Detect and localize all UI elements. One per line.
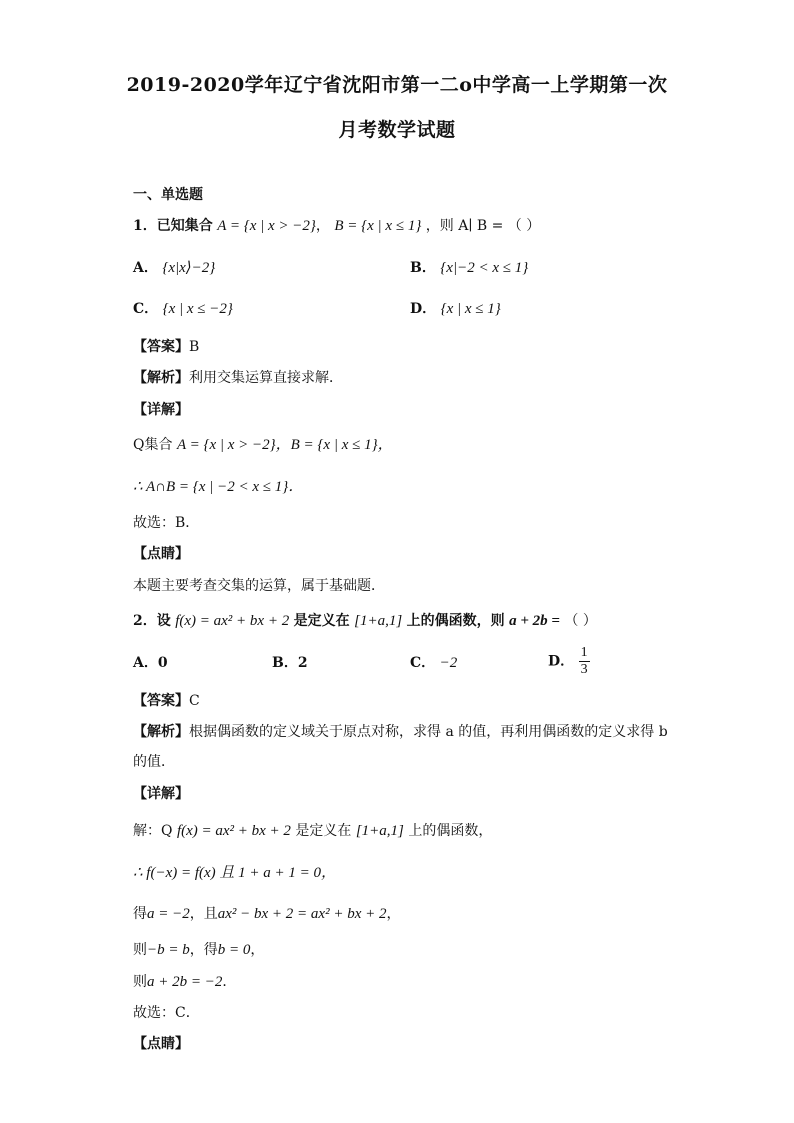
q1-option-c	[133, 300, 233, 318]
q1-stem-text: 1．已知集合	[133, 218, 213, 234]
q2-detail-line1-func: f(x) = ax² + bx + 2	[176, 823, 291, 839]
q2-stem-pre: 2．设	[133, 613, 171, 629]
q2-interval: [1+a,1]	[354, 613, 403, 629]
q2-detail-line1	[133, 822, 492, 840]
q1-option-d	[410, 300, 501, 318]
q1-detail-line1-math: A = {x | x > −2}，B = {x | x ≤ 1}，	[176, 437, 393, 453]
document-title-line2: 月考数学试题	[338, 119, 456, 141]
q2-detail-line4-post: ，	[250, 942, 265, 958]
q2-detail-line4	[133, 941, 264, 959]
q1-option-c-value: {x | x ≤ −2}	[162, 301, 233, 317]
q1-option-b-label: B．	[410, 260, 436, 276]
q2-detail-line3-mid: ，且	[189, 906, 218, 922]
q2-detail-line3	[133, 905, 401, 923]
q1-detail-line1	[133, 436, 393, 454]
q2-paren: （ ）	[564, 613, 597, 629]
q2-option-c-label: C．	[410, 655, 436, 671]
q2-answer-value: C	[189, 693, 200, 709]
q2-detail-line3-math2: ax² − bx + 2 = ax² + bx + 2	[217, 906, 387, 922]
q2-detail-line5-math: a + 2b = −2	[147, 974, 223, 990]
q1-option-b	[410, 259, 528, 277]
q2-detail-line3-pre: 得	[133, 906, 147, 922]
q2-detail-line1-interval: [1+a,1]	[355, 823, 404, 839]
q1-answer	[133, 338, 199, 356]
q1-option-d-value: {x | x ≤ 1}	[440, 301, 501, 317]
q1-option-a-value: {x|x⟩−2}	[162, 260, 216, 276]
q2-stem	[133, 612, 597, 630]
q2-analysis-line2: 的值．	[133, 754, 175, 770]
q2-stem-mid: 是定义在	[293, 613, 350, 629]
q2-detail-line3-post: ，	[386, 906, 401, 922]
section-heading: 一、单选题	[133, 187, 203, 203]
q1-comma: ，	[315, 218, 330, 234]
q2-analysis-text: 根据偶函数的定义域关于原点对称，求得 a 的值，再利用偶函数的定义求得 b	[189, 724, 668, 740]
q1-analysis-text: 利用交集运算直接求解．	[189, 370, 343, 386]
q2-stem-post: 上的偶函数，则	[406, 613, 505, 629]
q2-detail-line4-math2: b = 0	[217, 942, 251, 958]
q2-analysis-line1	[133, 723, 668, 741]
q1-stem	[133, 217, 540, 235]
q2-analysis-tag: 【解析】	[133, 724, 189, 740]
q1-comment-tag: 【点睛】	[133, 546, 189, 562]
q1-set-a: A = {x | x > −2}	[217, 218, 316, 234]
q2-detail-line3-math1: a = −2	[147, 906, 190, 922]
q1-option-c-label: C．	[133, 301, 159, 317]
q2-target: a + 2b =	[509, 613, 560, 629]
q2-option-b: B．2	[272, 655, 308, 671]
q1-option-b-value: {x|−2 < x ≤ 1}	[440, 260, 529, 276]
q2-option-c	[410, 654, 457, 672]
q1-option-d-label: D．	[410, 301, 437, 317]
q2-function: f(x) = ax² + bx + 2	[175, 613, 290, 629]
q2-detail-line4-pre: 则	[133, 942, 147, 958]
q2-option-a: A．0	[133, 655, 168, 671]
q2-detail-line1-pre: 解：Q	[133, 823, 173, 839]
q2-option-d-label: D．	[548, 653, 575, 670]
q1-comment-text: 本题主要考查交集的运算，属于基础题．	[133, 578, 385, 594]
q1-detail-line1-prefix: Q集合	[133, 437, 173, 453]
q2-option-d-numerator: 1	[580, 645, 588, 660]
q2-detail-line5-pre: 则	[133, 974, 147, 990]
document-title-line1: 2019-2020学年辽宁省沈阳市第一二o中学高一上学期第一次	[126, 74, 668, 96]
q1-analysis	[133, 369, 343, 387]
q2-option-d	[548, 645, 590, 678]
q2-detail-line5-post: ．	[222, 974, 237, 990]
q2-comment-tag: 【点睛】	[133, 1036, 189, 1052]
q2-detail-line5	[133, 973, 236, 991]
q2-detail-tag: 【详解】	[133, 786, 189, 802]
q1-option-a-label: A．	[133, 260, 158, 276]
q1-option-a	[133, 259, 215, 277]
q1-detail-tag: 【详解】	[133, 402, 189, 418]
q2-detail-line6: 故选：C．	[133, 1005, 200, 1021]
q1-detail-line3: 故选：B．	[133, 515, 200, 531]
q2-option-d-denominator: 3	[580, 662, 588, 677]
q1-analysis-tag: 【解析】	[133, 370, 189, 386]
q1-ask: ，则 A∣ B = （ ）	[425, 218, 541, 234]
q2-detail-line2: ∴ f(−x) = f(x) 且 1 + a + 1 = 0，	[133, 865, 337, 881]
q2-answer-tag: 【答案】	[133, 693, 189, 709]
q2-detail-line1-post: 上的偶函数，	[408, 823, 493, 839]
q2-answer	[133, 692, 200, 710]
q2-detail-line1-mid: 是定义在	[295, 823, 352, 839]
q1-detail-line2: ∴ A∩B = {x | −2 < x ≤ 1}．	[133, 479, 304, 495]
q2-detail-line4-mid: ，得	[189, 942, 218, 958]
q2-detail-line4-math1: −b = b	[147, 942, 190, 958]
q2-option-c-value: −2	[439, 655, 458, 671]
q1-answer-tag: 【答案】	[133, 339, 189, 355]
q1-answer-value: B	[189, 339, 200, 355]
q2-option-d-fraction	[579, 645, 590, 678]
q1-set-b: B = {x | x ≤ 1}	[334, 218, 422, 234]
